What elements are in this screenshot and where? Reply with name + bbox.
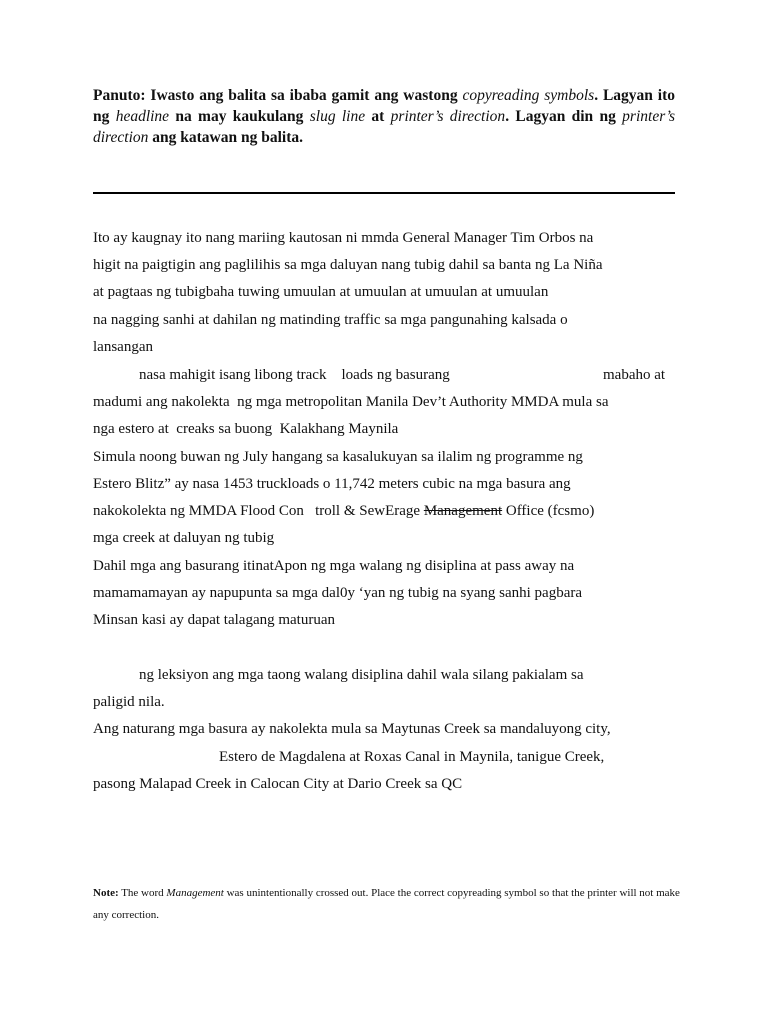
article-line: Ang naturang mga basura ay nakolekta mula sa Maytunas Creek sa mandaluyong city, <box>93 721 611 737</box>
note-label: Note: <box>93 887 119 899</box>
footnote <box>93 882 683 926</box>
instructions-text: at <box>365 108 391 125</box>
instructions-text: . Lagyan din ng <box>505 108 623 125</box>
article-line: lansangan <box>93 339 153 355</box>
instructions-emphasis: copyreading symbols <box>462 87 595 104</box>
article-line: mga creek at daluyan ng tubig <box>93 530 275 546</box>
article-line: Simula noong buwan ng July hangang sa kasalukuyan sa ilalim ng programme ng <box>93 449 583 465</box>
instructions <box>93 85 675 148</box>
instructions-emphasis: printer’s direction <box>390 108 506 125</box>
article-line: Minsan kasi ay dapat talagang maturuan <box>93 612 336 628</box>
article-line: Ito ay kaugnay ito nang mariing kautosan ni mmda General Manager Tim Orbos na <box>93 230 594 246</box>
article-line: higit na paigtigin ang paglilihis sa mga daluyan nang tubig dahil sa banta ng La Niña <box>93 257 603 273</box>
instructions-text: Iwasto ang balita sa ibaba gamit ang wastong <box>145 87 463 104</box>
article-line <box>93 503 594 520</box>
article-line: paligid nila. <box>93 694 165 710</box>
article-text: Office (fcsmo) <box>502 503 595 519</box>
divider-line <box>93 192 675 194</box>
article-line: madumi ang nakolekta ng mga metropolitan Manila Dev’t Authority MMDA mula sa <box>93 394 609 410</box>
article-line: ng leksiyon ang mga taong walang disiplina dahil wala silang pakialam sa <box>139 667 584 683</box>
instructions-emphasis: headline <box>115 108 170 125</box>
article-text: nakokolekta ng MMDA Flood Con troll & SewErage <box>93 503 424 519</box>
article-line: nga estero at creaks sa buong Kalakhang Maynila <box>93 421 399 437</box>
article-line: na nagging sanhi at dahilan ng matinding traffic sa mga pangunahing kalsada o <box>93 312 568 328</box>
crossed-out-word: Management <box>423 503 503 519</box>
instructions-label: Panuto: <box>93 87 146 104</box>
note-text: The word <box>118 887 167 899</box>
instructions-text: na may kaukulang <box>169 108 310 125</box>
article-line: pasong Malapad Creek in Calocan City at Dario Creek sa QC <box>93 776 463 792</box>
article-line: mamamamayan ay napupunta sa mga dal0y ‘yan ng tubig na syang sanhi pagbara <box>93 585 583 601</box>
article-line: mabaho at <box>603 367 666 383</box>
article-line: nasa mahigit isang libong track loads ng basurang <box>139 367 450 383</box>
article-line: Estero de Magdalena at Roxas Canal in Maynila, tanigue Creek, <box>219 749 605 765</box>
instructions-text: . Lagyan ito ng <box>93 87 675 125</box>
instructions-emphasis: printer’s direction <box>93 108 675 146</box>
instructions-emphasis: slug line <box>309 108 366 125</box>
note-text: was unintentionally crossed out. Place the correct copyreading symbol so that the printer will not make any correction. <box>93 887 680 921</box>
article-line: Estero Blitz” ay nasa 1453 truckloads o 11,742 meters cubic na mga basura ang <box>93 476 571 492</box>
instructions-text: ang katawan ng balita. <box>148 129 303 146</box>
article-line: Dahil mga ang basurang itinatApon ng mga walang ng disiplina at pass away na <box>93 558 575 574</box>
note-emphasis: Management <box>166 887 224 899</box>
article-line: at pagtaas ng tubigbaha tuwing umuulan at umuulan at umuulan at umuulan <box>93 284 549 300</box>
